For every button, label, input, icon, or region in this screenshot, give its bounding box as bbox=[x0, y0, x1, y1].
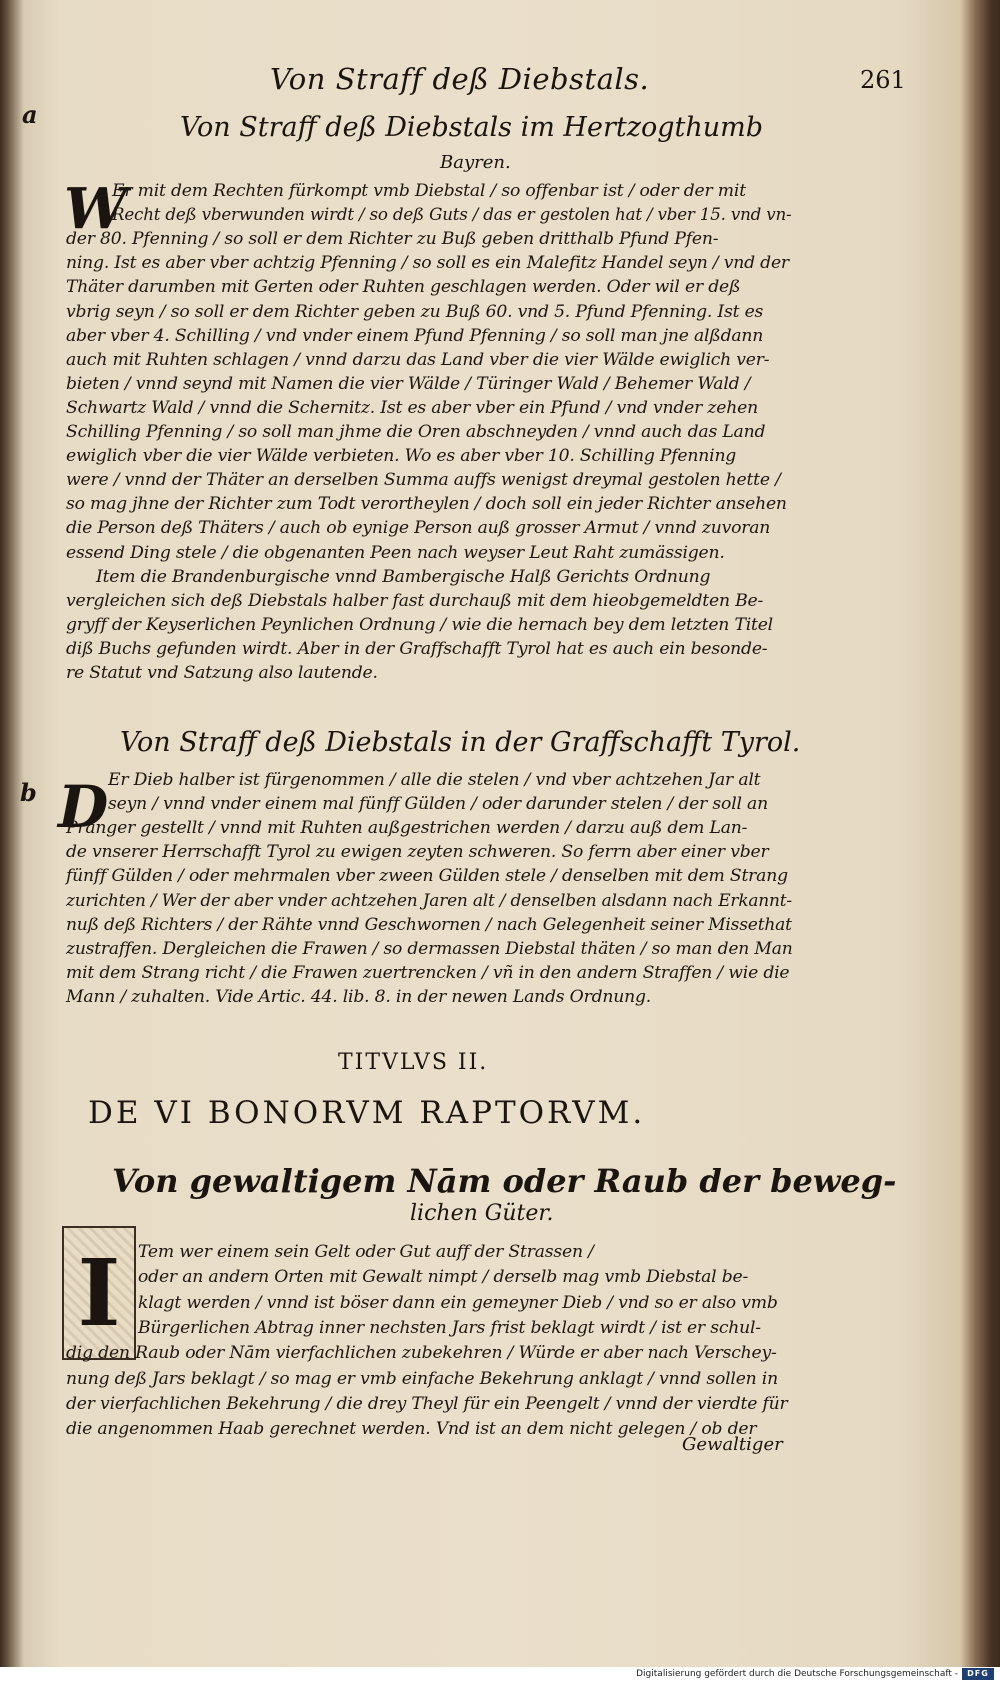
text-line: der vierfachlichen Bekehrung / die drey Theyl für ein Peengelt / vnnd der vierdte für bbox=[66, 1393, 788, 1414]
text-line: dig den Raub oder Nām vierfachlichen zubekehren / Würde er aber nach Verschey- bbox=[66, 1343, 777, 1364]
text-line: were / vnnd der Thäter an derselben Summa auffs wenigst dreymal gestolen hette / bbox=[66, 470, 781, 491]
section-heading-raub: Von gewaltigem Nām oder Raub der beweg- bbox=[112, 1162, 897, 1200]
text-line: ewiglich vber die vier Wälde verbieten. Wo es aber vber 10. Schilling Pfenning bbox=[66, 446, 737, 467]
latin-title: DE VI BONORVM RAPTORVM. bbox=[88, 1095, 646, 1131]
text-line: der 80. Pfenning / so soll er dem Richter zu Buß geben dritthalb Pfund Pfen- bbox=[66, 229, 719, 250]
text-line: Pranger gestellt / vnnd mit Ruhten außgestrichen werden / darzu auß dem Lan- bbox=[66, 818, 748, 839]
text-line: Recht deß vberwunden wirdt / so deß Guts / das er gestolen hat / vber 15. vnd vn- bbox=[112, 205, 792, 226]
text-line: aber vber 4. Schilling / vnd vnder einem Pfund Pfenning / so soll man jne alßdann bbox=[66, 325, 764, 346]
text-line: Item die Brandenburgische vnnd Bambergische Halß Gerichts Ordnung bbox=[96, 566, 711, 587]
text-line: Schwartz Wald / vnnd die Schernitz. Ist es aber vber ein Pfund / vnd vnder zehen bbox=[66, 397, 758, 418]
text-line: ning. Ist es aber vber achtzig Pfenning / so soll es ein Malefitz Handel seyn / vnd der bbox=[66, 253, 789, 274]
margin-mark-a: a bbox=[22, 100, 38, 129]
text-line: Schilling Pfenning / so soll man jhme die Oren abschneyden / vnnd auch das Land bbox=[66, 422, 766, 442]
titulus-label: TITVLVS II. bbox=[338, 1050, 489, 1075]
drop-cap-i: I bbox=[62, 1226, 136, 1360]
page-number: 261 bbox=[860, 66, 906, 94]
text-line: oder an andern Orten mit Gewalt nimpt / derselb mag vmb Diebstal be- bbox=[138, 1267, 749, 1288]
text-line: fünff Gülden / oder mehrmalen vber zween Gülden stele / denselben mit dem Strang bbox=[66, 866, 788, 887]
text-line: diß Buchs gefunden wirdt. Aber in der Graffschafft Tyrol hat es auch ein besonde- bbox=[66, 638, 768, 659]
text-line: nung deß Jars beklagt / so mag er vmb einfache Bekehrung anklagt / vnnd sollen in bbox=[66, 1368, 778, 1389]
text-line: so mag jhne der Richter zum Todt verortheylen / doch soll ein jeder Richter ansehen bbox=[66, 494, 787, 515]
text-line: nuß deß Richters / der Rähte vnnd Geschwornen / nach Gelegenheit seiner Missethat bbox=[66, 914, 792, 935]
margin-mark-b: b bbox=[20, 778, 37, 807]
text-line: Er Dieb halber ist fürgenommen / alle die stelen / vnd vber achtzehen Jar alt bbox=[108, 770, 761, 790]
text-line: essend Ding stele / die obgenanten Peen nach weyser Leut Raht zumässigen. bbox=[66, 542, 725, 563]
section-heading-tyrol: Von Straff deß Diebstals in der Graffschafft Tyrol. bbox=[120, 727, 801, 758]
text-line: Thäter darumben mit Gerten oder Ruhten geschlagen werden. Oder wil er deß bbox=[66, 277, 741, 298]
text-line: Mann / zuhalten. Vide Artic. 44. lib. 8. in der newen Lands Ordnung. bbox=[66, 986, 652, 1007]
footer-credit: Digitalisierung gefördert durch die Deutsche Forschungsgemeinschaft - bbox=[636, 1669, 958, 1679]
text-line: die Person deß Thäters / auch ob eynige Person auß grosser Armut / vnnd zuvoran bbox=[66, 518, 771, 539]
text-line: gryff der Keyserlichen Peynlichen Ordnung / wie die hernach bey dem letzten Titel bbox=[66, 614, 773, 635]
text-line: klagt werden / vnnd ist böser dann ein gemeyner Dieb / vnd so er also vmb bbox=[138, 1292, 778, 1313]
text-line: Tem wer einem sein Gelt oder Gut auff der Strassen / bbox=[138, 1242, 594, 1262]
drop-cap-d: D bbox=[58, 773, 109, 841]
section-heading-bayern-cont: Bayren. bbox=[440, 152, 511, 173]
text-line: bieten / vnnd seynd mit Namen die vier Wälde / Türinger Wald / Behemer Wald / bbox=[66, 373, 751, 394]
text-line: vbrig seyn / so soll er dem Richter geben zu Buß 60. vnd 5. Pfund Pfenning. Ist es bbox=[66, 301, 764, 322]
section-heading-bayern: Von Straff deß Diebstals im Hertzogthumb bbox=[180, 112, 763, 143]
text-line: seyn / vnnd vnder einem mal fünff Gülden / oder darunder stelen / der soll an bbox=[108, 794, 768, 815]
text-line: Bürgerlichen Abtrag inner nechsten Jars frist beklagt wirdt / ist er schul- bbox=[138, 1317, 761, 1338]
text-line: auch mit Ruhten schlagen / vnnd darzu das Land vber die vier Wälde ewiglich ver- bbox=[66, 349, 770, 370]
text-line: re Statut vnd Satzung also lautende. bbox=[66, 663, 378, 683]
text-line: zurichten / Wer der aber vnder achtzehen Jaren alt / denselben alsdann nach Erkannt- bbox=[66, 890, 792, 911]
text-line: de vnserer Herrschafft Tyrol zu ewigen zeyten schweren. So ferrn aber einer vber bbox=[66, 842, 769, 863]
text-line: mit dem Strang richt / die Frawen zuertrencken / vñ in den andern Straffen / wie die bbox=[66, 962, 790, 983]
section-heading-raub-cont: lichen Güter. bbox=[410, 1201, 554, 1226]
drop-cap-w: W bbox=[64, 176, 127, 242]
text-line: vergleichen sich deß Diebstals halber fast durchauß mit dem hieobgemeldten Be- bbox=[66, 590, 764, 611]
text-line: zustraffen. Dergleichen die Frawen / so dermassen Diebstal thäten / so man den Man bbox=[66, 938, 793, 959]
catchword: Gewaltiger bbox=[682, 1434, 783, 1455]
dfg-logo: DFG bbox=[962, 1668, 994, 1680]
text-line: die angenommen Haab gerechnet werden. Vnd ist an dem nicht gelegen / ob der bbox=[66, 1419, 757, 1440]
text-line: Er mit dem Rechten fürkompt vmb Diebstal / so offenbar ist / oder der mit bbox=[112, 181, 746, 201]
running-head: Von Straff deß Diebstals. bbox=[270, 62, 650, 96]
